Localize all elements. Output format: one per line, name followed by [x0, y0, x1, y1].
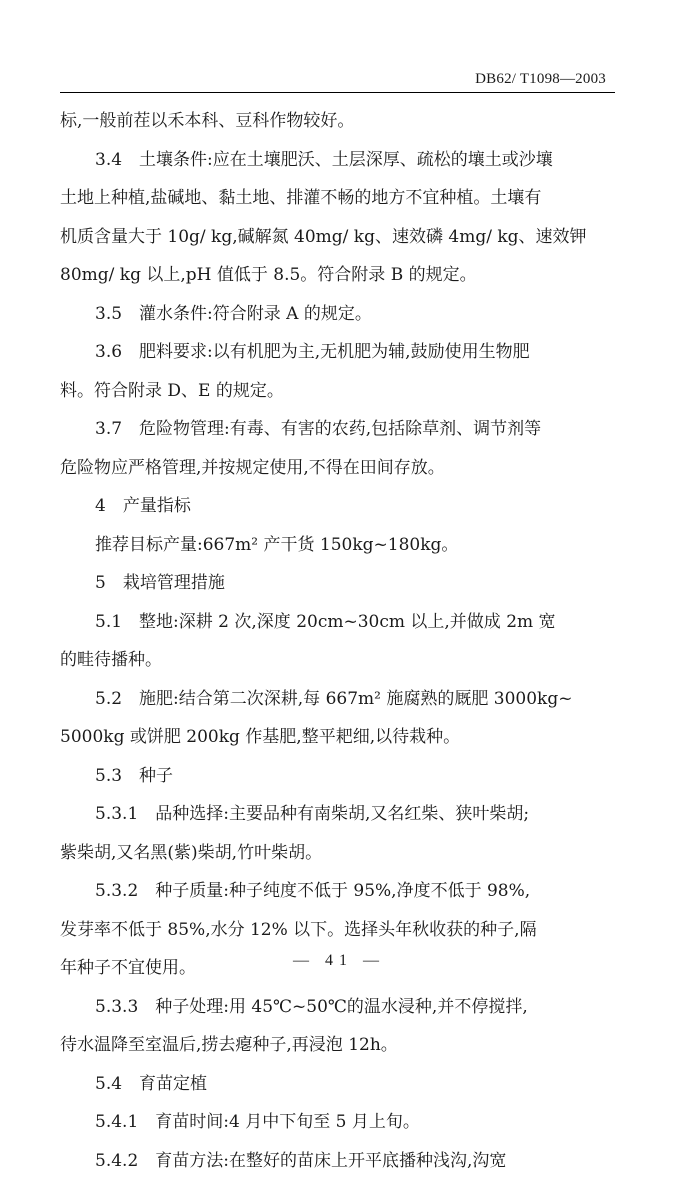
text-line: 3.4 土壤条件:应在土壤肥沃、土层深厚、疏松的壤土或沙壤: [60, 141, 620, 180]
text-line: 发芽率不低于 85%,水分 12% 以下。选择头年秋收获的种子,隔: [60, 911, 620, 950]
text-line: 5.3 种子: [60, 757, 620, 796]
text-line: 紫柴胡,又名黑(紫)柴胡,竹叶柴胡。: [60, 834, 620, 873]
text-line: 土地上种植,盐碱地、黏土地、排灌不畅的地方不宜种植。土壤有: [60, 179, 620, 218]
text-line: 5.3.1 品种选择:主要品种有南柴胡,又名红柴、狭叶柴胡;: [60, 795, 620, 834]
header-rule: [60, 92, 615, 93]
text-line: 危险物应严格管理,并按规定使用,不得在田间存放。: [60, 449, 620, 488]
text-line: 机质含量大于 10g/ kg,碱解氮 40mg/ kg、速效磷 4mg/ kg、速效钾: [60, 218, 620, 257]
text-line: 80mg/ kg 以上,pH 值低于 8.5。符合附录 B 的规定。: [60, 256, 620, 295]
text-line: 3.6 肥料要求:以有机肥为主,无机肥为辅,鼓励使用生物肥: [60, 333, 620, 372]
text-line: 3.7 危险物管理:有毒、有害的农药,包括除草剂、调节剂等: [60, 410, 620, 449]
text-line: 待水温降至室温后,捞去瘪种子,再浸泡 12h。: [60, 1026, 620, 1065]
text-line: 5.3.2 种子质量:种子纯度不低于 95%,净度不低于 98%,: [60, 872, 620, 911]
page-number: — 41 —: [0, 952, 678, 970]
text-line: 标,一般前茬以禾本科、豆科作物较好。: [60, 102, 620, 141]
text-line: 5.3.3 种子处理:用 45℃~50℃的温水浸种,并不停搅拌,: [60, 988, 620, 1027]
document-code: DB62/ T1098—2003: [475, 71, 606, 88]
text-line: 5.2 施肥:结合第二次深耕,每 667m² 施腐熟的厩肥 3000kg~: [60, 680, 620, 719]
text-line: 5 栽培管理措施: [60, 564, 620, 603]
text-line: 5.1 整地:深耕 2 次,深度 20cm~30cm 以上,并做成 2m 宽: [60, 603, 620, 642]
text-line: 料。符合附录 D、E 的规定。: [60, 372, 620, 411]
text-line: 5000kg 或饼肥 200kg 作基肥,整平耙细,以待栽种。: [60, 718, 620, 757]
document-body: [60, 102, 620, 1180]
text-line: 的畦待播种。: [60, 641, 620, 680]
text-line: 5.4 育苗定植: [60, 1065, 620, 1104]
text-line: 年种子不宜使用。: [60, 949, 620, 988]
text-line: 4 产量指标: [60, 487, 620, 526]
text-line: 5.4.2 育苗方法:在整好的苗床上开平底播种浅沟,沟宽: [60, 1142, 620, 1180]
text-line: 5.4.1 育苗时间:4 月中下旬至 5 月上旬。: [60, 1103, 620, 1142]
text-line: 推荐目标产量:667m² 产干货 150kg~180kg。: [60, 526, 620, 565]
text-line: 3.5 灌水条件:符合附录 A 的规定。: [60, 295, 620, 334]
